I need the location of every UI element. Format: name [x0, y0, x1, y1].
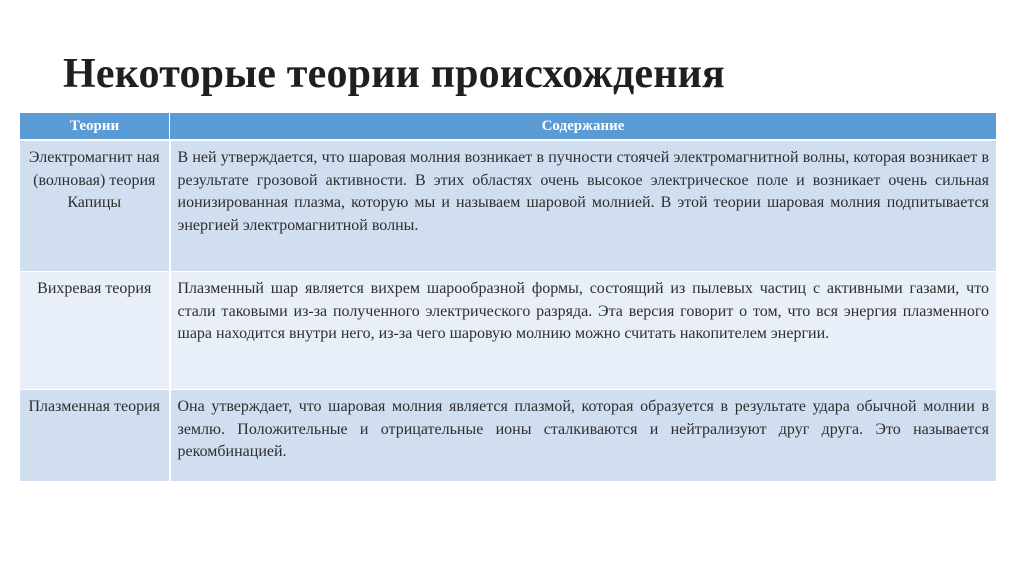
table-header-row — [20, 113, 997, 141]
slide-title: Некоторые теории происхождения — [63, 51, 725, 97]
theory-content: Плазменный шар является вихрем шарообразной формы, состоящий из пылевых частиц с активными газами, что стали таковыми из-за полученного электрического разряда. Эта версия говорит о том, что вся энергия плазменного шара находится внутри него, из-за чего шаровую молнию можно считать накопителем энергии. — [170, 272, 997, 390]
header-theories: Теории — [20, 113, 170, 141]
theory-name: Электромагнит ная (волновая) теория Капицы — [20, 140, 170, 272]
table-row — [20, 140, 997, 272]
table-row — [20, 390, 997, 482]
theory-content: В ней утверждается, что шаровая молния возникает в пучности стоячей электромагнитной волны, которая возникает в результате грозовой активности. В этих областях очень высокое электрическое поле и возникает очень сильная ионизированная плазма, которую мы и называем шаровой молнией. В этой теории шаровая молния подпитывается энергией электромагнитной волны. — [170, 140, 997, 272]
theory-name: Вихревая теория — [20, 272, 170, 390]
theories-table — [19, 112, 997, 482]
theory-content: Она утверждает, что шаровая молния является плазмой, которая образуется в результате удара обычной молнии в землю. Положительные и отрицательные ионы сталкиваются и нейтрализуют друг друга. Это называется рекомбинацией. — [170, 390, 997, 482]
theory-name: Плазменная теория — [20, 390, 170, 482]
header-content: Содержание — [170, 113, 997, 141]
table-row — [20, 272, 997, 390]
